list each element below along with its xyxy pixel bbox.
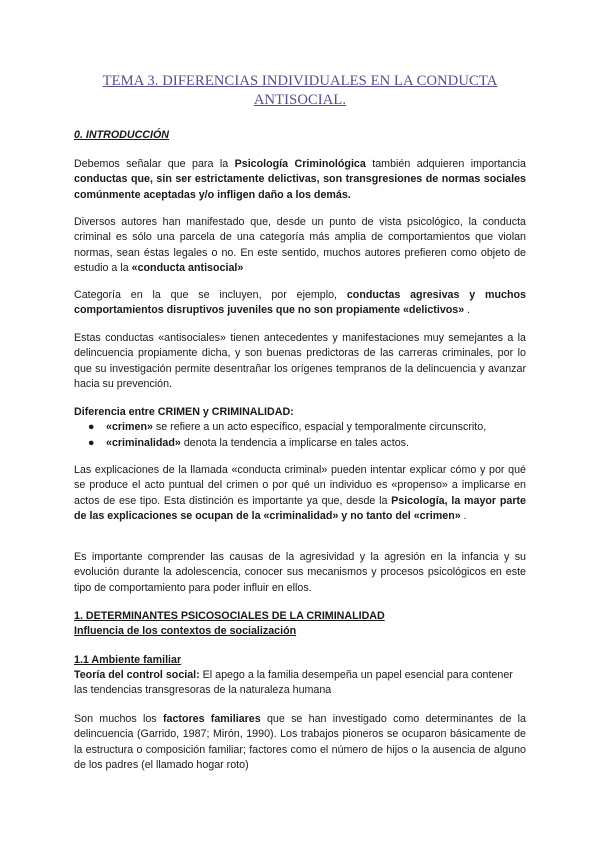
family-factors-paragraph: Son muchos los factores familiares que se han investigado como determinantes de la delincuencia (Garrido, 1987; Mirón, 1990). Los trabajos pioneros se ocuparon básicamente de la estructura o composición familiar; factores como el número de hijos o la ausencia de alguno de los padres (el llamado hogar roto): [74, 713, 526, 772]
subsection-1-1-heading: 1.1 Ambiente familiar: [74, 654, 182, 666]
list-item: ● «crimen» se refiere a un acto específico, espacial y temporalmente circunscrito,: [74, 420, 526, 435]
intro-paragraph-1: Debemos señalar que para la Psicología Criminológica también adquieren importancia conductas que, sin ser estrictamente delictivas, son transgresiones de normas sociales comúnmente aceptadas y/o infligen daño a los demás.: [74, 158, 526, 201]
section-1-heading: 1. DETERMINANTES PSICOSOCIALES DE LA CRIMINALIDAD: [74, 610, 385, 622]
difference-section: [74, 405, 526, 451]
intro-paragraph-2: Diversos autores han manifestado que, desde un punto de vista psicológico, la conducta criminal es sólo una parcela de una categoría más amplia de comportamientos que violan normas, sean éstas legales o no. En este sentido, muchos autores prefieren como objeto de estudio a la «conducta antisocial»: [74, 216, 526, 275]
control-theory-paragraph: Teoría del control social: El apego a la familia desempeña un papel esencial para contener las tendencias transgresoras de la naturaleza humana: [74, 669, 513, 697]
bullet-icon: ●: [88, 436, 95, 449]
intro-paragraph-5: Las explicaciones de la llamada «conducta criminal» pueden intentar explicar cómo y por qué se produce el acto puntual del crimen o por qué un individuo es «propenso» a implicarse en actos de ese tipo. Esta distinción es importante ya que, desde la Psicología, la mayor parte de las explicaciones se ocupan de la «criminalidad» y no tanto del «crimen» .: [74, 464, 526, 523]
bullet-icon: ●: [88, 421, 95, 434]
section-1-subheading: Influencia de los contextos de socialización: [74, 625, 297, 638]
difference-list: [74, 420, 526, 451]
section-1-header: [74, 609, 526, 640]
intro-heading: 0. INTRODUCCIÓN: [74, 129, 170, 141]
intro-paragraph-3: Categoría en la que se incluyen, por ejemplo, conductas agresivas y muchos comportamientos disruptivos juveniles que no son propiamente «delictivos» .: [74, 289, 526, 317]
page-title: [70, 72, 530, 110]
difference-heading: Diferencia entre CRIMEN y CRIMINALIDAD:: [74, 406, 294, 418]
intro-paragraph-4: Estas conductas «antisociales» tienen antecedentes y manifestaciones muy semejantes a la delincuencia propiamente dicha, y son buenas predictoras de las carreras criminales, por lo que su investigación permite desentrañar los orígenes tempranos de la delincuencia y avanzar hacia su prevención.: [74, 332, 526, 391]
intro-paragraph-6: Es importante comprender las causas de la agresividad y la agresión en la infancia y su evolución durante la adolescencia, conocer sus mecanismos y procesos psicológicos en este tipo de comportamiento para poder influir en ellos.: [74, 551, 526, 594]
title-line-2: ANTISOCIAL.: [253, 92, 347, 108]
list-item: ● «criminalidad» denota la tendencia a implicarse en tales actos.: [74, 436, 526, 451]
title-line-1: TEMA 3. DIFERENCIAS INDIVIDUALES EN LA CONDUCTA: [102, 73, 498, 89]
